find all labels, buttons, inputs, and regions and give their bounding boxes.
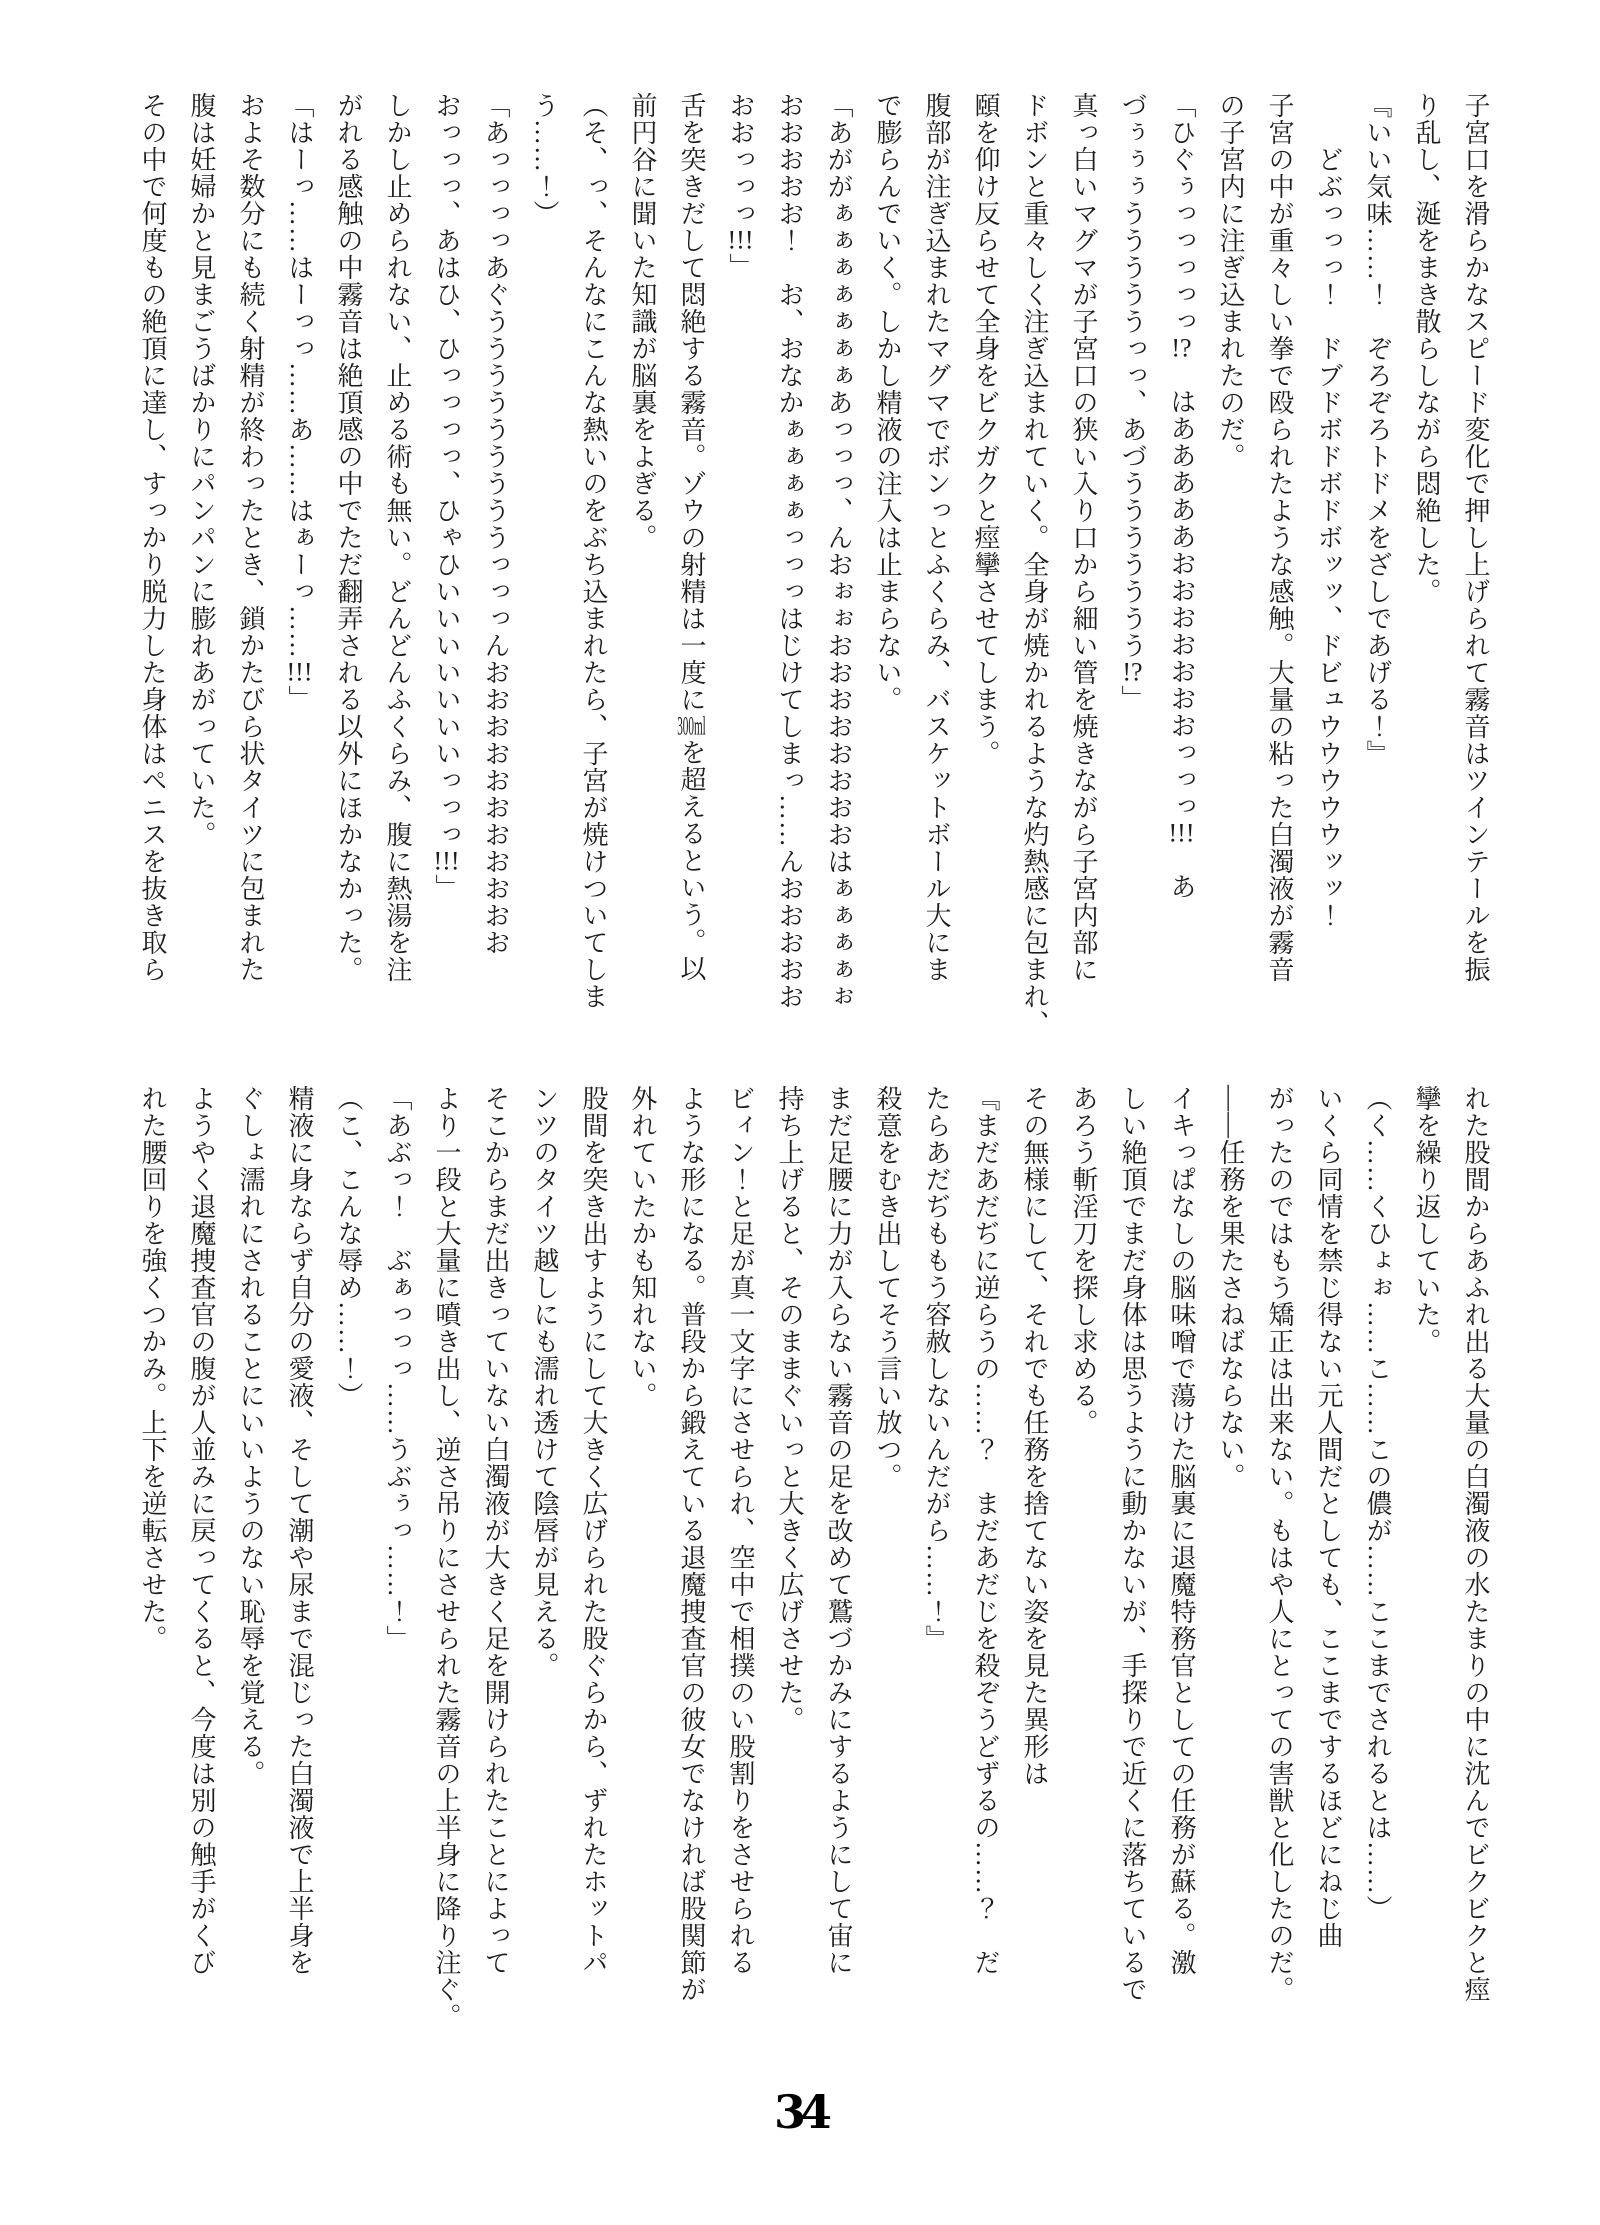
text-column: たらあだぢももう容赦しないんだがら……！』 bbox=[922, 1085, 951, 1652]
page-number: 34 bbox=[773, 2085, 826, 2139]
text-column: 殺意をむき出してそう言い放つ。 bbox=[873, 1085, 902, 1490]
tatechuyoko-text: !!! bbox=[727, 227, 754, 253]
text-column: 舌を突きだして悶絶する霧音。ゾウの射精は一度に300mlを超えるという。以 bbox=[677, 92, 706, 982]
text-column: ビィン！と足が真一文字にさせられ、空中で相撲のい股割りをさせられる bbox=[726, 1085, 755, 1976]
text-column: 「はーっ……はーっっ……あ……はぁーっ……!!!」 bbox=[285, 92, 314, 712]
text-column: そこからまだ出きっていない白濁液が大きく足を開けられたことによって bbox=[481, 1085, 510, 1976]
text-column: 前円谷に聞いた知識が脳裏をよぎる。 bbox=[628, 92, 657, 551]
text-column: 股間を突き出すようにして大きく広げられた股ぐらから、ずれたホットパ bbox=[579, 1085, 608, 1976]
text-column: およそ数分にも続く射精が終わったとき、鎖かたびら状タイツに包まれた bbox=[236, 92, 265, 983]
text-column: 『まだあだぢに逆らうの……？ まだあだじを殺ぞうどずるの……？ だ bbox=[971, 1085, 1000, 1976]
text-column: しい絶頂でまだ身体は思うように動かないが、手探りで近くに落ちているで bbox=[1118, 1085, 1147, 2003]
text-column: 持ち上げると、そのままぐいっと大きく広げさせた。 bbox=[775, 1085, 804, 1733]
text-column: ようやく退魔捜査官の腹が人並みに戻ってくると、今度は別の触手がくび bbox=[187, 1085, 216, 1976]
text-column: ――任務を果たさねばならない。 bbox=[1216, 1085, 1245, 1490]
text-column: まだ足腰に力が入らない霧音の足を改めて鷲づかみにするようにして宙に bbox=[824, 1085, 853, 1976]
text-column: 「あぶっ！ ぶぁっっっ……うぶぅっ……！」 bbox=[383, 1085, 412, 1652]
text-column: 子宮口を滑らかなスピード変化で押し上げられて霧音はツインテールを振 bbox=[1461, 92, 1490, 983]
text-column: れた腰回りを強くつかみ。上下を逆転させた。 bbox=[138, 1085, 167, 1652]
text-column: がったのではもう矯正は出来ない。もはや人にとっての害獣と化したのだ。 bbox=[1265, 1085, 1294, 2003]
text-column: れた股間からあふれ出る大量の白濁液の水たまりの中に沈んでビクビクと痙 bbox=[1461, 1085, 1490, 2003]
text-column: おおっっっ!!!」 bbox=[726, 92, 755, 280]
text-block-bottom bbox=[128, 1085, 1500, 2070]
text-column: 頤を仰け反らせて全身をビクガクと痙攣させてしまう。 bbox=[971, 92, 1000, 767]
text-column: しかし止められない、止める術も無い。どんどんふくらみ、腹に熱湯を注 bbox=[383, 92, 412, 983]
text-column: おおおおお！ お、おなかぁぁぁぁっっっはじけてしまっ……んおおおおお bbox=[775, 92, 804, 1010]
tatechuyoko-text: !? bbox=[1122, 659, 1143, 685]
text-column: イキっぱなしの脳味噌で蕩けた脳裏に退魔特務官としての任務が蘇る。激 bbox=[1167, 1085, 1196, 1976]
tatechuyoko-text: !!! bbox=[1168, 820, 1195, 846]
text-column: 腹は妊婦かと見まごうばかりにパンパンに膨れあがっていた。 bbox=[187, 92, 216, 848]
text-column: う……！） bbox=[530, 92, 559, 227]
tatechuyoko-text: !? bbox=[1171, 335, 1192, 361]
text-column: り乱し、涎をまき散らしながら悶絶した。 bbox=[1412, 92, 1441, 605]
text-column: の子宮内に注ぎ込まれたのだ。 bbox=[1216, 92, 1245, 470]
text-column: あろう斬淫刀を探し求める。 bbox=[1069, 1085, 1098, 1436]
text-column: （そ、っ、そんなにこんな熱いのをぶち込まれたら、子宮が焼けついてしま bbox=[579, 92, 608, 1010]
text-column: その無様にして、それでも任務を捨てない姿を見た異形は bbox=[1020, 1085, 1049, 1787]
text-column: より一段と大量に噴き出し、逆さ吊りにさせられた霧音の上半身に降り注ぐ。 bbox=[432, 1085, 461, 2030]
text-column: いくら同情を禁じ得ない元人間だとしても、ここまでするほどにねじ曲 bbox=[1314, 1085, 1343, 1949]
text-column: （く……くひょぉ……こ……この儂が……ここまでされるとは……） bbox=[1363, 1085, 1392, 1922]
text-column: 真っ白いマグマが子宮口の狭い入り口から細い管を焼きながら子宮内部に bbox=[1069, 92, 1098, 983]
tatechuyoko-text: 300ml bbox=[677, 713, 706, 739]
text-column: 腹部が注ぎ込まれたマグマでボンっとふくらみ、バスケットボール大にま bbox=[922, 92, 951, 983]
text-column: ぐしょ濡れにされることにいいようのない恥辱を覚える。 bbox=[236, 1085, 265, 1787]
text-column: ような形になる。普段から鍛えている退魔捜査官の彼女でなければ股関節が bbox=[677, 1085, 706, 2003]
text-column: （こ、こんな辱め……！） bbox=[334, 1085, 363, 1409]
text-column: 精液に身ならず自分の愛液、そして潮や尿まで混じった白濁液で上半身を bbox=[285, 1085, 314, 1976]
text-column: ドボンと重々しく注ぎ込まれていく。全身が焼かれるような灼熱感に包まれ、 bbox=[1020, 92, 1049, 1037]
text-column: どぶっっっ！ ドブドボドボドボッッ、ドビュウウウウウッッ！ bbox=[1314, 92, 1343, 929]
text-column: 子宮の中が重々しい拳で殴られたような感触。大量の粘った白濁液が霧音 bbox=[1265, 92, 1294, 983]
text-column: がれる感触の中霧音は絶頂感の中でただ翻弄される以外にほかなかった。 bbox=[334, 92, 363, 983]
text-column: 攣を繰り返していた。 bbox=[1412, 1085, 1441, 1355]
text-column: 外れていたかも知れない。 bbox=[628, 1085, 657, 1409]
tatechuyoko-text: !!! bbox=[433, 848, 460, 874]
text-column: 「あっっっっあぐうううううううううっっっんおおおおおおおおおおお bbox=[481, 92, 510, 956]
text-column: 「ひぐぅっっっっっ!? はあああああおおおおおおおっっっ!!! あ bbox=[1167, 92, 1196, 900]
text-column: おっっっ、あはひ、ひっっっっ、ひゃひいいいいいいいっっっ!!!」 bbox=[432, 92, 461, 901]
text-column: 「あががぁぁぁぁぁぁぁあっっっ、んおぉぉおおおおおおおおはぁぁぁぁぉ bbox=[824, 92, 853, 1010]
tatechuyoko-text: !!! bbox=[286, 659, 313, 685]
text-column: 『いい気味……！ ぞろぞろトドメをざしであげる！』 bbox=[1363, 92, 1392, 767]
text-column: ンツのタイツ越しにも濡れ透けて陰唇が見える。 bbox=[530, 1085, 559, 1679]
text-column: その中で何度もの絶頂に達し、すっかり脱力した身体はペニスを抜き取ら bbox=[138, 92, 167, 983]
text-block-top bbox=[128, 92, 1500, 1067]
text-column: づぅぅぅうううううっっ、あづううううううう!?」 bbox=[1118, 92, 1147, 712]
text-column: で膨らんでいく。しかし精液の注入は止まらない。 bbox=[873, 92, 902, 713]
